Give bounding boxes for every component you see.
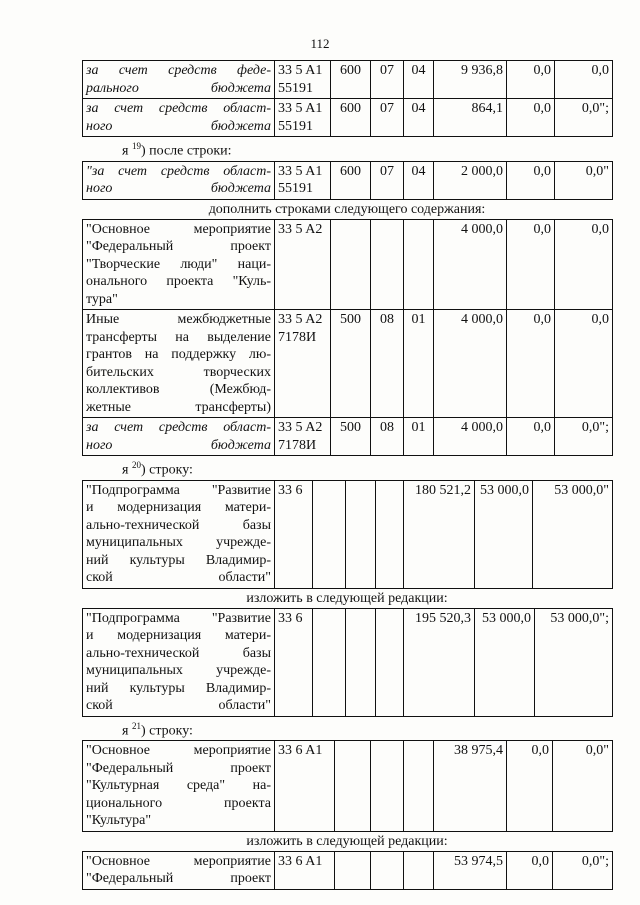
table-block-5 xyxy=(82,608,613,717)
row-pr: 01 xyxy=(404,310,434,418)
instruction-20: я $^{20}$) строку: xyxy=(122,460,193,478)
table-row xyxy=(83,418,613,456)
row-value-3: 0,0" xyxy=(553,741,613,832)
row-vr: 600 xyxy=(331,61,371,99)
instruction-new-edition-2: изложить в следующей редакции: xyxy=(246,833,448,849)
row-pr: 01 xyxy=(404,418,434,456)
row-empty-cell xyxy=(335,741,371,832)
row-value-1: 180 521,2 xyxy=(404,480,475,588)
table-block-4 xyxy=(82,480,613,589)
row-code: 33 5 A1 55191 xyxy=(275,161,331,199)
row-code: 33 5 A1 55191 xyxy=(275,61,331,99)
row-value-2: 0,0 xyxy=(507,219,555,310)
row-rz: 08 xyxy=(371,310,404,418)
row-pr: 04 xyxy=(404,99,434,137)
row-name: за счет средств област- ного бюджета xyxy=(83,99,275,137)
row-value-2: 0,0 xyxy=(507,161,555,199)
row-code: 33 5 A2 xyxy=(275,219,331,310)
row-rz: 07 xyxy=(371,61,404,99)
row-empty-cell xyxy=(376,480,404,588)
instruction-new-edition: изложить в следующей редакции: xyxy=(246,590,448,606)
row-code: 33 6 xyxy=(275,608,313,716)
row-rz: 08 xyxy=(371,418,404,456)
row-value-1: 4 000,0 xyxy=(434,418,507,456)
row-code: 33 6 xyxy=(275,480,313,588)
row-rz: 07 xyxy=(371,161,404,199)
row-name: "Подпрограмма "Развитие и модернизация матери- ально-технической базы муниципальных учрежде- ний культуры Владимир- ской области" xyxy=(83,608,275,716)
row-value-2: 0,0 xyxy=(507,310,555,418)
table-row xyxy=(83,99,613,137)
table-row xyxy=(83,480,613,588)
row-vr: 500 xyxy=(331,418,371,456)
row-name: за счет средств област- ного бюджета xyxy=(83,418,275,456)
row-name: "за счет средств област- ного бюджета xyxy=(83,161,275,199)
table-block-3 xyxy=(82,219,613,457)
row-name: "Основное мероприятие "Федеральный проект xyxy=(83,851,275,889)
row-value-2: 0,0 xyxy=(507,61,555,99)
row-name: Иные межбюджетные трансферты на выделение грантов на поддержку лю- бительских творческих коллективов (Межбюд- жетные трансферты) xyxy=(83,310,275,418)
row-value-2: 53 000,0 xyxy=(475,608,535,716)
row-value-3: 0,0 xyxy=(555,310,613,418)
row-value-3: 53 000,0" xyxy=(533,480,613,588)
table-block-7 xyxy=(82,851,613,890)
row-empty-cell xyxy=(371,741,404,832)
table-block-2 xyxy=(82,161,613,200)
table-block-1 xyxy=(82,60,613,137)
row-code: 33 5 A1 55191 xyxy=(275,99,331,137)
row-value-3: 53 000,0"; xyxy=(535,608,613,716)
row-rz: 07 xyxy=(371,99,404,137)
row-value-3: 0,0" xyxy=(555,161,613,199)
row-empty-cell xyxy=(404,851,434,889)
row-value-1: 864,1 xyxy=(434,99,507,137)
row-value-3: 0,0 xyxy=(555,61,613,99)
table-row xyxy=(83,608,613,716)
table-row xyxy=(83,61,613,99)
table-block-6 xyxy=(82,740,613,832)
row-value-2: 0,0 xyxy=(507,99,555,137)
row-value-1: 53 974,5 xyxy=(434,851,507,889)
row-value-3: 0,0"; xyxy=(555,99,613,137)
row-empty-cell xyxy=(404,741,434,832)
row-value-1: 195 520,3 xyxy=(404,608,475,716)
row-code: 33 5 A2 7178И xyxy=(275,310,331,418)
instruction-add-rows: дополнить строками следующего содержания: xyxy=(208,201,486,217)
row-vr: 600 xyxy=(331,161,371,199)
instruction-19: я $^{19}$) после строки: xyxy=(122,141,232,159)
row-value-2: 0,0 xyxy=(507,418,555,456)
row-name: "Основное мероприятие "Федеральный проект "Творческие люди" наци- онального проекта "Куль- тура" xyxy=(83,219,275,310)
row-value-1: 38 975,4 xyxy=(434,741,507,832)
row-rz xyxy=(371,219,404,310)
budget-document xyxy=(82,60,612,890)
row-pr xyxy=(404,219,434,310)
row-vr xyxy=(331,219,371,310)
row-value-3: 0,0 xyxy=(555,219,613,310)
row-empty-cell xyxy=(371,851,404,889)
row-code: 33 6 A1 xyxy=(275,851,335,889)
row-code: 33 5 A2 7178И xyxy=(275,418,331,456)
row-name: "Подпрограмма "Развитие и модернизация матери- ально-технической базы муниципальных учрежде- ний культуры Владимир- ской области" xyxy=(83,480,275,588)
row-empty-cell xyxy=(376,608,404,716)
table-row xyxy=(83,219,613,310)
row-value-1: 4 000,0 xyxy=(434,310,507,418)
table-row xyxy=(83,851,613,889)
row-value-3: 0,0"; xyxy=(553,851,613,889)
row-empty-cell xyxy=(335,851,371,889)
row-vr: 500 xyxy=(331,310,371,418)
table-row xyxy=(83,310,613,418)
row-value-2: 53 000,0 xyxy=(475,480,533,588)
row-value-2: 0,0 xyxy=(507,741,553,832)
row-name: за счет средств феде- рального бюджета xyxy=(83,61,275,99)
instruction-21: я $^{21}$) строку: xyxy=(122,720,193,739)
row-empty-cell xyxy=(313,608,346,716)
row-pr: 04 xyxy=(404,61,434,99)
row-value-1: 4 000,0 xyxy=(434,219,507,310)
table-row xyxy=(83,741,613,832)
row-pr: 04 xyxy=(404,161,434,199)
row-vr: 600 xyxy=(331,99,371,137)
row-empty-cell xyxy=(313,480,346,588)
row-value-3: 0,0"; xyxy=(555,418,613,456)
row-empty-cell xyxy=(346,608,376,716)
table-row xyxy=(83,161,613,199)
row-value-2: 0,0 xyxy=(507,851,553,889)
row-code: 33 6 A1 xyxy=(275,741,335,832)
page-number: 112 xyxy=(310,36,330,51)
row-name: "Основное мероприятие "Федеральный проект "Культурная среда" на- ционального проекта "Культура" xyxy=(83,741,275,832)
row-value-1: 2 000,0 xyxy=(434,161,507,199)
row-value-1: 9 936,8 xyxy=(434,61,507,99)
row-empty-cell xyxy=(346,480,376,588)
